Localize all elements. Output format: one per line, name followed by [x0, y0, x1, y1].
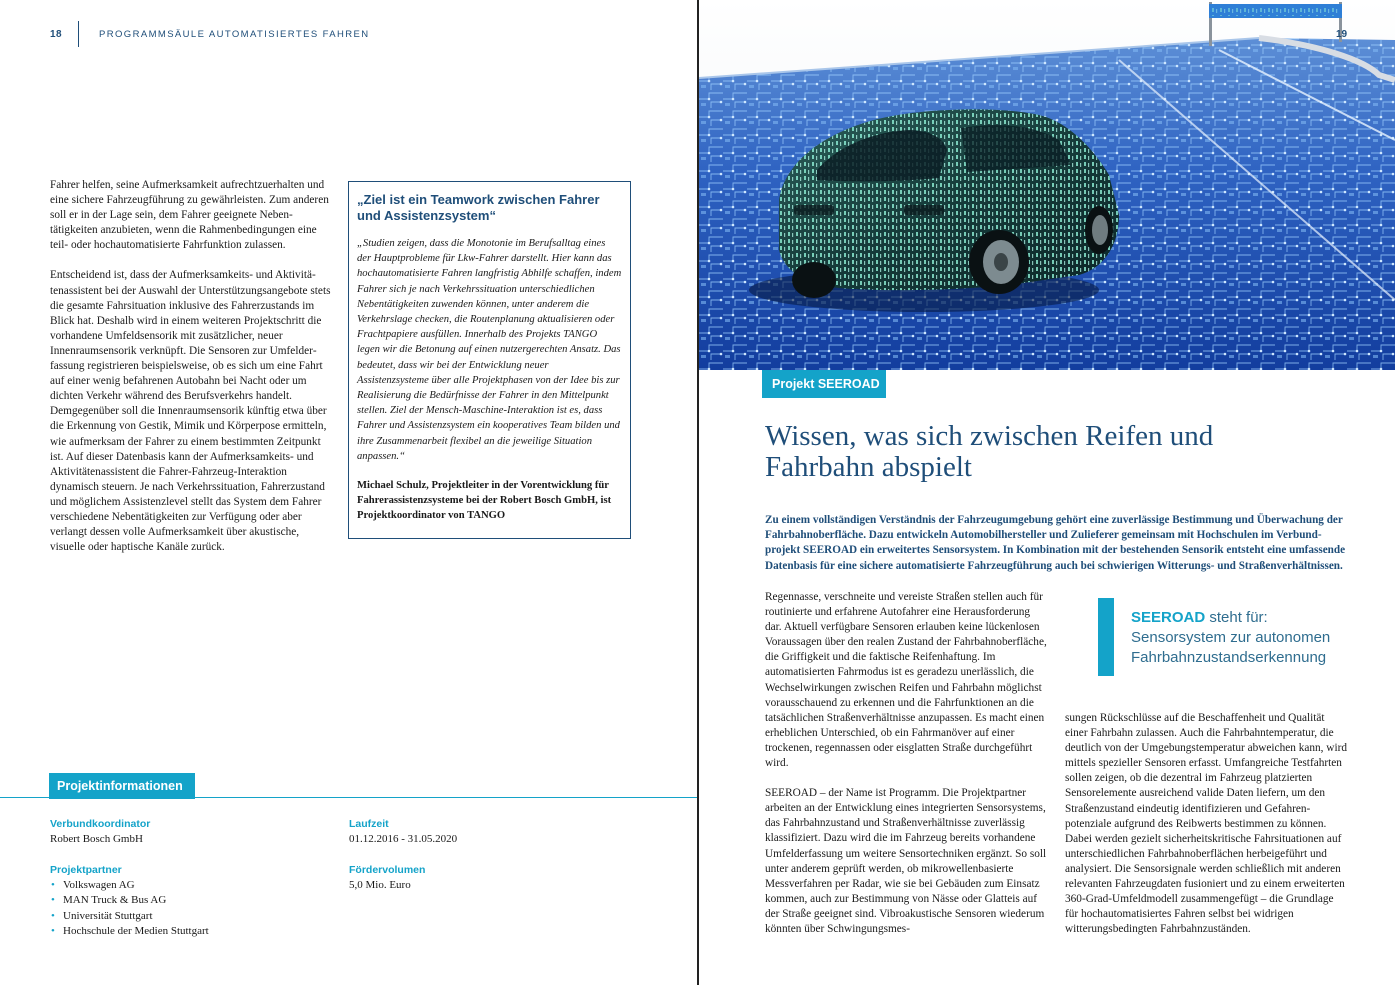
- car-on-circuit-road-illustration: [699, 0, 1395, 370]
- funding-value: 5,0 Mio. Euro: [349, 879, 411, 891]
- left-paragraph: Fahrer helfen, seine Aufmerksamkeit aufrechtzuerhalten und eine sichere Fahrzeugführung zu gewährleisten. Zum anderen soll er in der Lage sein, dem Fahrer geeignete Nebentätigkeiten anzubieten, wenn die Rahmenbedingungen eine teil- oder hochautomatisierte Fahrfunktion zulassen.: [50, 179, 329, 252]
- partner-item: • Volkswagen AG: [50, 878, 209, 893]
- partner-item: • Hochschule der Medien Stuttgart: [50, 924, 209, 939]
- left-body-text: [50, 178, 332, 555]
- callout-line-2: Fahrbahnzustandserkennung: [1131, 649, 1327, 666]
- left-paragraph: Entscheidend ist, dass der Aufmerksamkeits- und Aktivitätenassistent bei der Auswahl der Unterstützungsangebote stets die gesamte Fahrsituation inklusive des Fahrerzustands im Blick hat. Deshalb wird in einem weiteren Projektschritt die vorhandene Umfeldsensorik mit zusätzlicher, neuer Innenraumsensorik verknüpft. Die Sensoren zur Umfelderfassung registrieren beispielsweise, ob es sich um eine Fahrt auf einer wenig befahrenen Autobahn bei Nacht oder um dichten Verkehr während des Berufsverkehrs handelt. Demgegenüber soll die Innenraumsensorik künftig etwa über die Erkennung von Gestik, Mimik und Körperpose ermitteln, wie aufmerksam der Fahrer zu einem bestimmten Zeitpunkt ist. Auf dieser Datenbasis kann der Aufmerksamkeits- und Aktivitätenassistent die Fahrer-Fahrzeug-Interaktion dynamisch steuern. Je nach Verkehrssituation, Fahrerzustand und möglichem Assistenzlevel stellt das System dem Fahrer verschiedene Nebentätigkeiten zur Verfügung oder aber verlangt dessen volle Aufmerksamkeit über akustische, visuelle oder haptische Kanäle zurück.: [50, 269, 331, 554]
- quote-text: „Studien zeigen, dass die Monotonie im Berufsalltag eines der Hauptprobleme für Lkw-Fahrer darstellt. Hier kann das hochautomatisierte Fahren langfristig Abhilfe schaffen, indem Fahrer sich je nach Verkehrssituation unterschiedlichen Nebentätigkeiten zuwenden können, unter anderem die Verkehrslage checken, die Routenplanung aktualisieren oder Frachtpapiere ausfüllen. Innerhalb des Projekts TANGO legen wir die Betonung auf einen nutzergerechten Ansatz. Das bedeutet, dass wir bei der Entwicklung neuer Assistenzsysteme über alle Projektphasen von der Idee bis zur Realisierung die Bedürfnisse der Fahrer in den Mittelpunkt stellen. Ziel der Mensch-Maschine-Interaktion ist es, dass Fahrer und Assistenzsystem ein kooperatives Team bilden und ihre Zusammenarbeit flexibel an die jeweilige Situation anpassen.“: [357, 238, 622, 462]
- coordinator-value: Robert Bosch GmbH: [50, 833, 143, 845]
- quote-title: „Ziel ist ein Teamwork zwischen Fahrer und Assistenzsystem“: [357, 192, 600, 223]
- article-column-1: [765, 590, 1049, 937]
- callout-suffix: steht für:: [1209, 609, 1268, 626]
- article-lead: Zu einem vollständigen Verständnis der Fahrzeugumgebung gehört eine zuverlässige Bestimmung und Überwachung der Fahrbahnoberfläche. Dazu entwickeln Automobilhersteller und Zulieferer gemeinsam mit Hochschulen im Verbundprojekt SEEROAD ein erweitertes Sensorsystem. In Kombination mit der bestehenden Sensorik entsteht eine umfassende Datenbasis für eine sichere automatisierte Fahrzeugführung auch bei schwierigen Witterungs- und Straßenverhältnissen.: [765, 514, 1346, 572]
- project-tag: Projekt SEEROAD: [762, 370, 886, 398]
- callout-heading: [1131, 608, 1361, 628]
- hero-image: [699, 0, 1395, 370]
- article-paragraph: sungen Rückschlüsse auf die Beschaffenheit und Qualität einer Fahrbahn zulassen. Auch die Fahrbahntemperatur, die deutlich von der Umgebungstemperatur abweichen kann, wird mittels spezieller Sensoren erfasst. Umfangreiche Testfahrten sollen zeigen, ob die dezentral im Fahrzeug platzierten Sensorelemente ausreichend valide Daten liefern, um den Straßenzustand eindeutig identifizieren und Gefahrenpotenziale aufgrund des Reibwerts bestimmen zu können. Dabei werden gezielt sicherheitskritische Fahrsituationen auf unterschiedlichen Fahrbahnoberflächen herbeigeführt und analysiert. Die Sensorsignale werden schließlich mit anderen relevanten Fahrzeugdaten fusioniert und zu einem erweiterten 360-Grad-Umfeldmodell zusammengefügt – die Grundlage für hochautomatisiertes Fahren selbst bei widrigen witterungsbedingten Fahrbahnzuständen.: [1065, 712, 1348, 936]
- runtime-label: Laufzeit: [349, 818, 389, 830]
- page-number-right: 19: [1336, 29, 1348, 40]
- header-divider: [78, 21, 79, 47]
- callout-line-1: Sensorsystem zur autonomen: [1131, 629, 1331, 646]
- article-headline: Wissen, was sich zwischen Reifen und Fahrbahn abspielt: [765, 420, 1214, 483]
- quote-author: Michael Schulz, Projektleiter in der Vorentwicklung für Fahrerassistenzsysteme bei der Robert Bosch GmbH, ist Projektkoordinator von TANGO: [357, 480, 612, 522]
- partners-list: [50, 878, 209, 939]
- callout-accent-bar: [1098, 598, 1114, 676]
- partners-label: Projektpartner: [50, 864, 122, 876]
- callout-box: [1131, 608, 1361, 668]
- article-paragraph: SEEROAD – der Name ist Programm. Die Projektpartner arbeiten an der Entwicklung eines integrierten Sensorsystems, das Fahrbahnzustand und Straßenverhältnisse zuverlässig klassifiziert. Dazu wird die im Fahrzeug bereits vorhandene Umfelderfassung um weitere Sensortechniken ergänzt. So soll unter anderem geprüft werden, ob mikrowellenbasierte Messverfahren per Radar, wie sie bei Gebäuden zum Einsatz kommen, auch zur Bestimmung von Nässe oder Glatteis auf der Straße geeignet sind. Vibroakustische Sensoren wiederum könnten über Schwingungsmes-: [765, 787, 1047, 935]
- article-paragraph: Regennasse, verschneite und vereiste Straßen stellen auch für routinierte und erfahrene Autofahrer eine Herausforderung dar. Aktuell verfügbare Sensoren erlauben keine lückenlosen Voraussagen über den realen Zustand der Fahrbahnoberfläche, die Griffigkeit und die faktische Reifenhaftung. Im automatisierten Fahrmodus ist es geradezu unerlässlich, die Wechselwirkungen zwischen Reifen und Fahrbahn möglichst vorausschauend zu erkennen und die Fahrfunktionen an die tatsächlichen Straßenverhältnisse anzupassen. Es macht einen erheblichen Unterschied, ob ein Fahrmanöver auf einer trockenen, regennassen oder eisglatten Straße durchgeführt wird.: [765, 591, 1047, 770]
- quote-box: [348, 181, 631, 539]
- runtime-value: 01.12.2016 - 31.05.2020: [349, 833, 458, 845]
- project-info-heading: Projektinformationen: [49, 773, 195, 799]
- page-number-left: 18: [50, 29, 63, 40]
- article-column-2: [1065, 711, 1349, 937]
- partner-item: • Universität Stuttgart: [50, 909, 209, 924]
- coordinator-label: Verbundkoordinator: [50, 818, 151, 830]
- callout-name: SEEROAD: [1131, 609, 1206, 626]
- funding-label: Fördervolumen: [349, 864, 426, 876]
- project-info-rule: [0, 797, 697, 798]
- partner-item: • MAN Truck & Bus AG: [50, 893, 209, 908]
- section-title: PROGRAMMSÄULE AUTOMATISIERTES FAHREN: [99, 29, 370, 40]
